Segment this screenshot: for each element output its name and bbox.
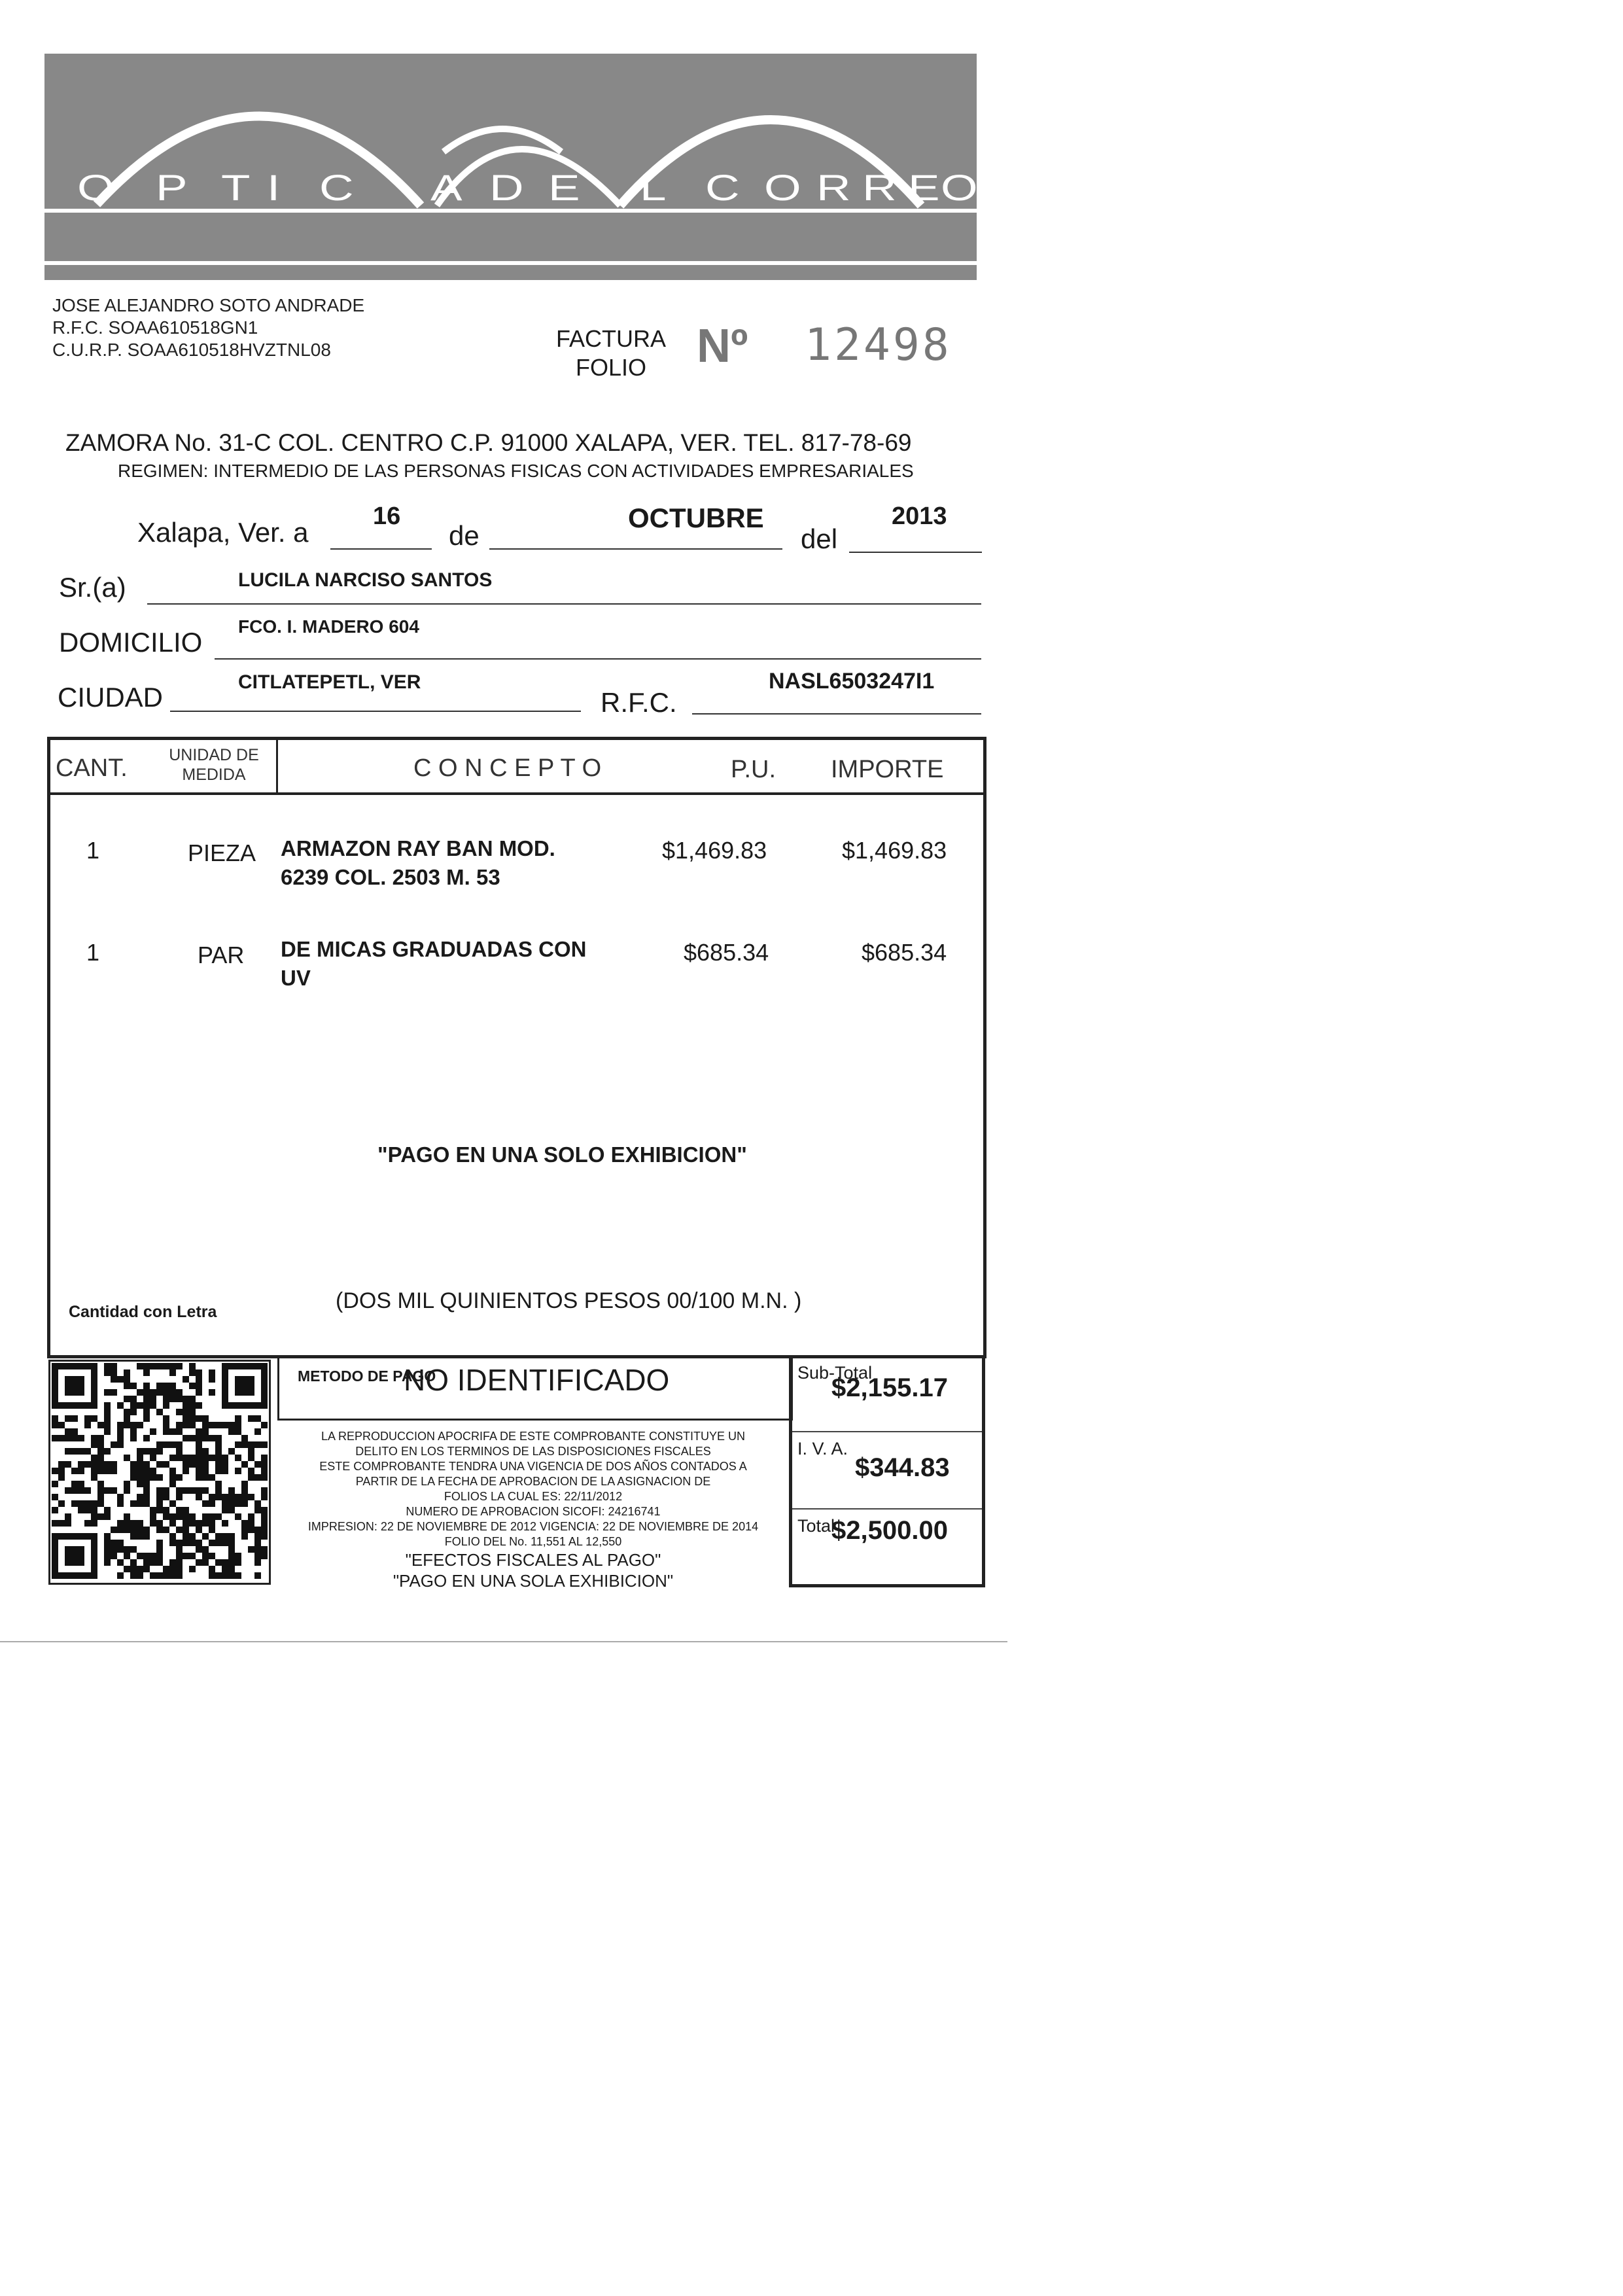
brand-letter: O	[764, 167, 801, 208]
legal-notice	[281, 1429, 785, 1591]
brand-letter: D	[489, 167, 524, 208]
customer-city-line	[170, 711, 581, 712]
date-day-line	[330, 548, 432, 550]
legal-line: PARTIR DE LA FECHA DE APROBACION DE LA ASIGNACION DE	[355, 1475, 711, 1488]
subtotal-label: Sub-Total	[797, 1363, 873, 1383]
header-unidad	[165, 745, 263, 785]
iva-label: I. V. A.	[797, 1439, 848, 1458]
subtotal-value: $2,155.17	[831, 1373, 948, 1402]
issuer-curp: C.U.R.P. SOAA610518HVZTNL08	[52, 340, 331, 360]
brand-letter: C	[705, 167, 740, 208]
customer-city-label: CIUDAD	[58, 682, 164, 713]
folio-label	[556, 325, 666, 382]
customer-address-label: DOMICILIO	[59, 627, 203, 658]
table-header-divider	[50, 792, 983, 795]
row1-concepto-l2: 6239 COL. 2503 M. 53	[281, 865, 500, 889]
issuer-info	[52, 294, 364, 361]
row1-cant: 1	[86, 837, 100, 864]
customer-name: LUCILA NARCISO SANTOS	[238, 569, 493, 591]
total-value: $2,500.00	[831, 1516, 948, 1545]
row2-concepto	[281, 935, 587, 993]
totals-divider-1	[792, 1431, 982, 1432]
amount-words: (DOS MIL QUINIENTOS PESOS 00/100 M.N. )	[336, 1288, 802, 1313]
table-concept-divider	[276, 740, 278, 792]
row1-concepto-l1: ARMAZON RAY BAN MOD.	[281, 836, 555, 860]
iva-value: $344.83	[855, 1453, 950, 1482]
qr-code	[48, 1360, 271, 1585]
issuer-rfc: R.F.C. SOAA610518GN1	[52, 317, 258, 338]
payment-method-value: NO IDENTIFICADO	[404, 1363, 670, 1397]
legal-line: ESTE COMPROBANTE TENDRA UNA VIGENCIA DE DOS AÑOS CONTADOS A	[319, 1460, 747, 1473]
brand-letter: E	[548, 167, 580, 208]
brand-letter: R	[862, 167, 897, 208]
customer-rfc-label: R.F.C.	[601, 687, 677, 718]
folio-label-folio: FOLIO	[575, 354, 647, 381]
legal-line: LA REPRODUCCION APOCRIFA DE ESTE COMPROBANTE CONSTITUYE UN	[321, 1430, 746, 1443]
header-importe: IMPORTE	[831, 756, 944, 783]
customer-address-line	[215, 658, 981, 660]
brand-letter: R	[816, 167, 851, 208]
issuer-address: ZAMORA No. 31-C COL. CENTRO C.P. 91000 XALAPA, VER. TEL. 817-78-69	[65, 429, 912, 456]
customer-rfc: NASL6503247I1	[769, 669, 935, 694]
customer-name-line	[147, 603, 981, 605]
folio-no-symbol: Nº	[697, 320, 748, 372]
qr-code-graphic	[50, 1362, 269, 1583]
date-de: de	[449, 520, 480, 551]
brand-letter: E	[908, 167, 940, 208]
brand-letter: T	[221, 167, 251, 208]
row2-concepto-l1: DE MICAS GRADUADAS CON	[281, 937, 587, 961]
brand-letter: P	[156, 167, 188, 208]
brand-letter: O	[941, 167, 978, 208]
header-cant: CANT.	[56, 754, 128, 782]
total-label: Total	[797, 1516, 835, 1536]
customer-rfc-line	[692, 713, 981, 715]
date-day: 16	[373, 503, 401, 530]
row2-concepto-l2: UV	[281, 966, 311, 990]
brand-letter: A	[430, 167, 462, 208]
brand-letter: I	[267, 167, 281, 208]
customer-address: FCO. I. MADERO 604	[238, 616, 419, 637]
legal-line: FOLIO DEL No. 11,551 AL 12,550	[444, 1535, 622, 1548]
row2-importe: $685.34	[862, 939, 947, 966]
pago-exhibicion: "PAGO EN UNA SOLA EXHIBICION"	[393, 1571, 674, 1591]
row2-unidad: PAR	[198, 942, 245, 968]
row1-unidad: PIEZA	[188, 839, 256, 866]
payment-method-label: METODO DE PAGO	[298, 1368, 436, 1385]
row1-concepto	[281, 834, 555, 892]
header-unidad-l2: MEDIDA	[182, 766, 246, 784]
legal-line: FOLIOS LA CUAL ES: 22/11/2012	[444, 1490, 623, 1503]
amount-words-label: Cantidad con Letra	[69, 1303, 217, 1321]
customer-city: CITLATEPETL, VER	[238, 671, 421, 693]
legal-line: IMPRESION: 22 DE NOVIEMBRE DE 2012 VIGENCIA: 22 DE NOVIEMBRE DE 2014	[307, 1520, 759, 1533]
row1-pu: $1,469.83	[662, 837, 767, 864]
row2-cant: 1	[86, 939, 100, 966]
totals-divider-2	[792, 1508, 982, 1510]
payment-method-box	[277, 1356, 793, 1421]
header-concepto: C O N C E P T O	[413, 754, 602, 782]
legal-line: NUMERO DE APROBACION SICOFI: 24216741	[406, 1505, 661, 1518]
row2-pu: $685.34	[684, 939, 769, 966]
issuer-name: JOSE ALEJANDRO SOTO ANDRADE	[52, 295, 365, 315]
payment-note: "PAGO EN UNA SOLO EXHIBICION"	[377, 1142, 747, 1167]
folio-label-factura: FACTURA	[556, 325, 667, 352]
date-month: OCTUBRE	[628, 503, 764, 533]
customer-name-label: Sr.(a)	[59, 572, 126, 603]
header-pu: P.U.	[731, 756, 777, 783]
items-table	[47, 737, 986, 1358]
date-year-line	[849, 552, 982, 553]
scan-edge	[0, 1641, 1007, 1642]
date-del: del	[801, 523, 838, 554]
brand-letter: C	[319, 167, 354, 208]
date-prefix: Xalapa, Ver. a	[137, 517, 309, 548]
date-year: 2013	[892, 503, 947, 530]
tax-regime: REGIMEN: INTERMEDIO DE LAS PERSONAS FISICAS CON ACTIVIDADES EMPRESARIALES	[118, 461, 914, 481]
legal-line: DELITO EN LOS TERMINOS DE LAS DISPOSICIONES FISCALES	[355, 1445, 711, 1458]
date-month-line	[489, 548, 782, 550]
folio-number: 12498	[805, 319, 952, 371]
row1-importe: $1,469.83	[842, 837, 947, 864]
header-unidad-l1: UNIDAD DE	[169, 746, 259, 764]
totals-box	[789, 1356, 985, 1587]
brand-letter: L	[640, 167, 667, 208]
brand-letter: O	[77, 167, 114, 208]
efectos-fiscales: "EFECTOS FISCALES AL PAGO"	[405, 1550, 661, 1570]
